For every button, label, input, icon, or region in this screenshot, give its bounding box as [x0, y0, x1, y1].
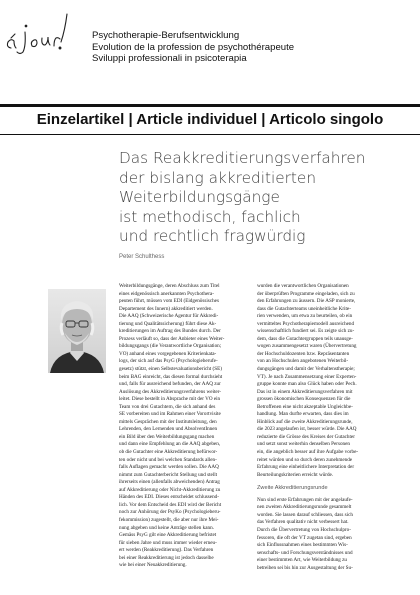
body-line: betreiben sei bis hin zur Ausgestaltung der Su- [257, 564, 353, 571]
body-line: fekommission) zugestellt, die aber nur ihre Mei- [119, 516, 219, 523]
body-line: von an Hochschulen angebotenen Weiterbil- [257, 358, 349, 365]
body-line: Durch die Übervertretung von Hochschulpro- [257, 526, 351, 533]
banner-rule [0, 134, 420, 135]
body-line: Erfahrung eine einheitlichere Interpretation der [257, 464, 355, 471]
body-line: dem, dass die Gutachtergruppen teils unausge- [257, 335, 353, 342]
article-author: Peter Schulthess [119, 254, 165, 260]
body-line: tierung und Qualitätssicherung) führt diese Ak- [119, 320, 217, 327]
body-line: ein Bild über den Weiterbildungsgang machen [119, 433, 215, 440]
title-line: und rechtlich fragwürdig [119, 227, 306, 246]
body-line: handlung. Man durfte erwarten, dass dies im [257, 411, 349, 418]
body-line: Die AAQ (Schweizerische Agentur für Akkredi- [119, 313, 219, 320]
body-line: sich Einflussnahmen eines bestimmten Wis- [257, 542, 348, 549]
body-line: ob die Gutachter eine Akkreditierung befürwor- [119, 449, 218, 456]
body-line: wurden die verantwortlichen Organisationen [257, 283, 349, 289]
body-line: VO) anhand eines vorgegebenen Kriterienkata- [119, 350, 217, 357]
body-line: für sieben Jahre und muss immer wieder erneu- [119, 539, 217, 546]
body-line: reitet würden und so durch deren zunehmende [257, 456, 353, 463]
body-line: nung abgeben und keine Anträge stellen kann. [119, 524, 214, 531]
body-line: ihrerseits einen (allenfalls abweichenden) Antrag [119, 479, 220, 486]
body-line: Weiterbildungsgänge, deren Abschluss zum Titel [119, 283, 220, 289]
body-line: Auslösung des Akkreditierungsverfahrens weiter- [119, 388, 221, 395]
body-line: nimmt zum Gutachterbericht Stellung und stellt [119, 471, 218, 478]
body-line: gruppe konnte man also Glück haben oder Pech. [257, 381, 357, 388]
body-line: grossen ökonomischen Konsequenzen für die [257, 396, 351, 403]
top-rule [0, 104, 420, 107]
body-line: eines eidgenössisch anerkannten Psychothera- [119, 290, 214, 297]
body-line: lich. Vor dem Entscheid des EDI wird der Bericht [119, 501, 222, 508]
body-line: SE vorbereiten und im Rahmen einer Vorortvisite [119, 411, 221, 418]
body-line: auf Akkreditierung oder Nicht-Akkreditierung zu [119, 486, 221, 493]
body-line: worden. Sie lassen darauf schliessen, dass sich [257, 511, 353, 518]
body-line: Prozess verläuft so, dass der Anbieter eines Weiter- [119, 335, 225, 342]
article-title [119, 149, 409, 247]
body-line: leitet. Diese bestellt in Absprache mit der VO ein [119, 396, 221, 403]
section-subheading: Zweite Akkreditierungsrunde [257, 485, 328, 492]
body-line: mittels Gesprächen mit der Institutsleitung, den [119, 418, 217, 425]
body-line: ein, die angeblich besser auf ihre Aufgabe vorbe- [257, 449, 359, 456]
article-body-column-2 [257, 283, 385, 572]
body-line: Gemäss PsyG gilt eine Akkreditierung befristet [119, 532, 217, 539]
body-line: falls Auflagen gemacht werden sollen. Die AAQ [119, 464, 219, 471]
body-line: der Hochschuldozenten bzw. Repräsentanten [257, 350, 350, 357]
body-line: Lehrenden, den Lernenden und AbsolventInnen [119, 426, 218, 433]
body-line: logs, der sich auf das PsyG (Psychologieberufe- [119, 358, 218, 365]
body-line: fessoren, die oft der VT zugetan sind, ergeben [257, 534, 352, 541]
body-line: Departement des Innern) akkreditiert werden. [119, 305, 213, 312]
journal-logo [4, 8, 72, 58]
body-line: rien verwenden, um etwa zu beurteilen, ob ein [257, 313, 353, 320]
journal-name-it: Sviluppi professionali in psicoterapia [92, 53, 247, 64]
body-line: Betroffenen eine nicht akzeptable Ungleichbe- [257, 403, 353, 410]
body-line: und dann eine Empfehlung an die AAQ abgeben, [119, 441, 221, 448]
title-line: der bislang akkreditierten [119, 168, 317, 187]
body-line: wogen zusammengesetzt waren (Übervertretung [257, 343, 357, 350]
body-line: senschafts- und Forschungsverständnisses und [257, 549, 353, 556]
body-line: ert werden (Reakkreditierung). Das Verfahren [119, 547, 214, 554]
article-type-banner: Einzelartikel | Article individuel | Articolo singolo [36, 111, 384, 128]
journal-name-fr: Evolution de la profession de psychothérapeute [92, 41, 295, 53]
body-line: dass die Gutachterteams uneinheitliche Krite- [257, 305, 351, 312]
body-line: der überprüften Programme eingeladen, sich zu [257, 290, 355, 297]
body-line: Das ist in einem Akkreditierungsverfahren mit [257, 388, 353, 395]
body-line: einer bestimmten Art, wie Weiterbildung zu [257, 557, 347, 564]
body-line: Nun sind erste Erfahrungen mit der angelaufe- [257, 496, 353, 503]
body-line: Team von drei Gutachtern, die sich anhand des [119, 403, 216, 410]
title-line: Das Reakkreditierungsverfahren [119, 149, 366, 167]
body-line: kreditierungen im Auftrag des Bundes durch. Der [119, 328, 221, 335]
author-photo [48, 289, 106, 373]
body-line: peuten führt, müssen vom EDI (Eidgenössisches [119, 298, 219, 305]
journal-name-de: Psychotherapie-Berufsentwicklung [92, 30, 240, 41]
body-line: dungsgängen und damit der Verhaltenstherapie; [257, 366, 355, 373]
body-line: VT). Je nach Zusammensetzung einer Experten- [257, 373, 357, 380]
body-line: wissenschaftlich fundiert sei. Es zeigte sich zu- [257, 328, 355, 335]
body-line: und, falls für ausreichend befunden, der AAQ zur [119, 381, 221, 388]
article-body-column-1 [119, 283, 247, 570]
body-line: noch zur Anhörung der PsyKo (Psychologieberu- [119, 509, 221, 516]
body-line: gesetz) stützt, einen Selbstevaluationsbericht (SE) [119, 366, 222, 373]
body-line: ten oder nicht und bei welchen Standards allen- [119, 456, 217, 463]
title-line: ist methodisch, fachlich [119, 207, 301, 226]
body-line: und setzt sonst weiterhin denselben Personen [257, 441, 350, 448]
body-line: nen zweiten Akkreditierungsrunde gesammelt [257, 504, 352, 511]
title-line: Weiterbildungsgänge [119, 188, 280, 207]
body-line: reduzierte die Grösse des Kreises der Gutachter [257, 433, 355, 440]
body-line: bildungsgangs (die Verantwortliche Organisation; [119, 343, 222, 350]
body-line: den Erfahrungen zu äussern. Die ASP monierte, [257, 298, 356, 305]
body-line: Händen des EDI. Dieses entscheidet schlussend- [119, 494, 219, 501]
body-line: vermitteltes Psychotherapiemodell ausreichend [257, 320, 355, 327]
body-line: wie bei einer Neuakkreditierung. [119, 562, 187, 569]
body-line: das Verfahren qualitativ nicht verbessert hat. [257, 519, 349, 526]
body-line: Beurteilungskriterien erreicht würde. [257, 471, 334, 478]
body-line: beim BAG einreicht, das diesen formal durchsieht [119, 373, 223, 380]
journal-name-block [92, 30, 294, 65]
body-line: Hinblick auf die zweite Akkreditierungsrunde, [257, 418, 353, 425]
body-line: die 2023 angelaufen ist, besser würde. Die AAQ [257, 426, 357, 433]
body-line: bei einer Reakkreditierung ist jedoch dasselbe [119, 554, 214, 561]
